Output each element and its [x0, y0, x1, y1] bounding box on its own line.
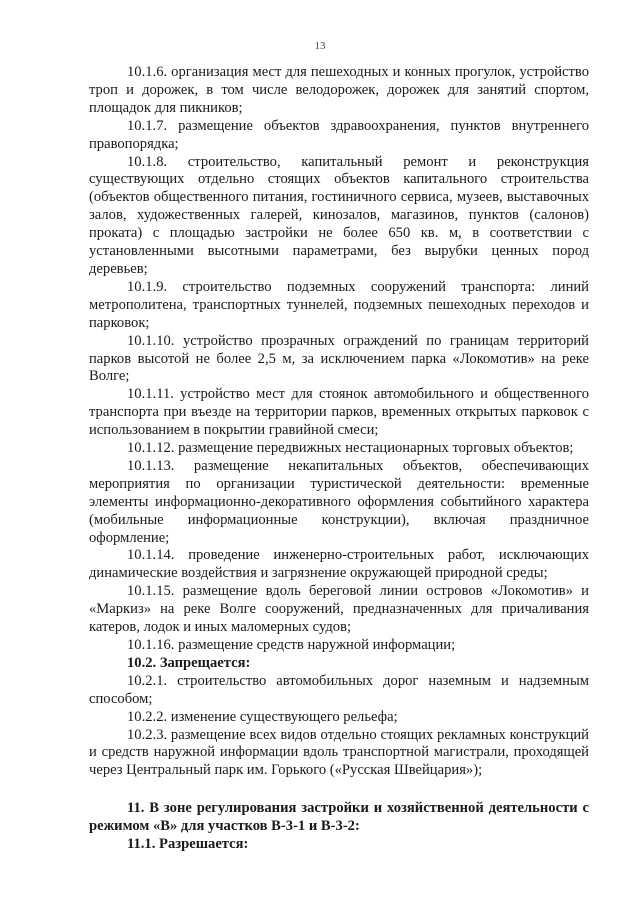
paragraph-10-1-7: 10.1.7. размещение объектов здравоохранения, пунктов внутреннего правопорядка; — [89, 117, 589, 152]
paragraph-10-1-14: 10.1.14. проведение инженерно-строительных работ, исключающих динамические воздействия и загрязнение окружающей природной среды; — [89, 547, 589, 582]
paragraph-10-1-16: 10.1.16. размещение средств наружной информации; — [127, 637, 456, 653]
paragraph-10-2-1: 10.2.1. строительство автомобильных дорог наземным и надземным способом; — [89, 672, 589, 707]
paragraph-10-2-2: 10.2.2. изменение существующего рельефа; — [127, 708, 398, 725]
section-spacer — [89, 780, 589, 800]
page-number: 13 — [314, 40, 326, 52]
paragraph-10-1-6: 10.1.6. организация мест для пешеходных и конных прогулок, устройство троп и дорожек, в том числе велодорожек, дорожек для занятий спортом, площадок для пикников; — [89, 64, 589, 116]
paragraph-10-2-3: 10.2.3. размещение всех видов отдельно стоящих рекламных конструкций и средств наружной информации вдоль транспортной магистрали, проходящей через Центральный парк им. Горького («Русская Швейцария»); — [89, 726, 589, 779]
paragraph-10-1-12: 10.1.12. размещение передвижных нестационарных торговых объектов; — [127, 440, 574, 457]
heading-allowed: 11.1. Разрешается: — [127, 836, 249, 853]
paragraph-10-1-11: 10.1.11. устройство мест для стоянок автомобильного и общественного транспорта при въезде на территории парков, временных открытых парковок с использованием в покрытии гравийной смеси; — [89, 386, 589, 439]
document-body — [89, 64, 589, 854]
paragraph-10-1-9: 10.1.9. строительство подземных сооружений транспорта: линий метрополитена, транспортных туннелей, подземных пешеходных переходов и парковок; — [89, 278, 589, 331]
heading-prohibited: 10.2. Запрещается: — [127, 654, 251, 671]
paragraph-10-1-8: 10.1.8. строительство, капитальный ремонт и реконструкция существующих отдельно стоящих объектов капитального строительства (объектов общественного питания, гостиничного сервиса, музеев, выставочных залов, художественных галерей, кинозалов, магазинов, пунктов (салонов) проката) с площадью застройки не более 650 кв. м, в соответствии с установленными высотными параметрами, без вырубки ценных пород деревьев; — [89, 153, 589, 277]
section-title: 11. В зоне регулирования застройки и хозяйственной деятельности с режимом «В» для участков В-3-1 и В-3-2: — [89, 800, 589, 835]
paragraph-10-1-10: 10.1.10. устройство прозрачных ограждений по границам территорий парков высотой не более 2,5 м, за исключением парка «Локомотив» на реке Волге; — [89, 332, 589, 385]
paragraph-10-1-13: 10.1.13. размещение некапитальных объектов, обеспечивающих мероприятия по организации туристической деятельности: временные элементы информационно-декоративного оформления событийного характера (мобильные информационные конструкции), включая праздничное оформление; — [89, 457, 589, 546]
paragraph-10-1-15: 10.1.15. размещение вдоль береговой линии островов «Локомотив» и «Маркиз» на реке Волге сооружений, предназначенных для причаливания катеров, лодок и иных маломерных судов; — [89, 583, 589, 636]
